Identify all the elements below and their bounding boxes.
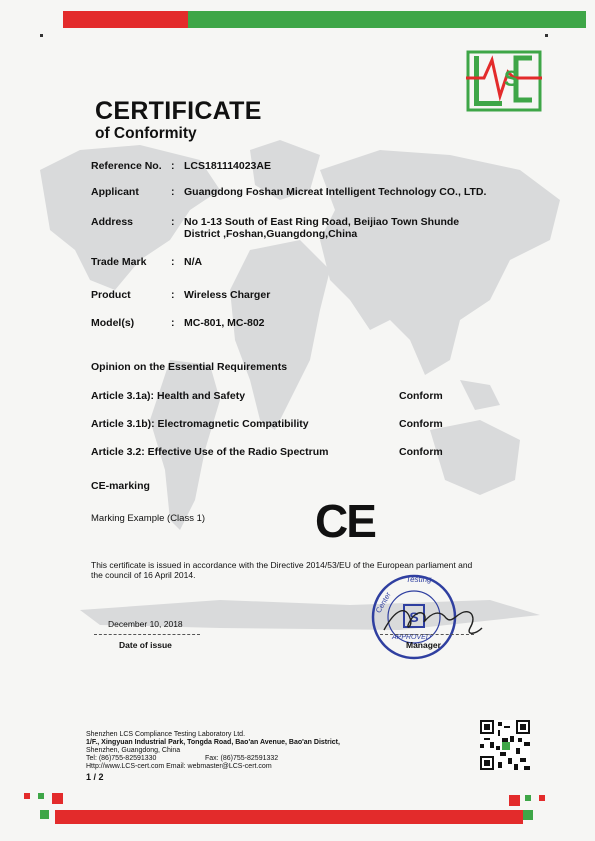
footer-address-1: 1/F., Xingyuan Industrial Park, Tongda Road, Bao'an Avenue, Bao'an District, [86,739,340,746]
date-underline [94,634,200,635]
top-color-bar [0,11,595,28]
svg-text:S: S [409,609,419,625]
article-2: Article 3.1b): Electromagnetic Compatibility [91,418,309,430]
field-colon: : [171,256,175,268]
statement-line-1: This certificate is issued in accordance with the Directive 2014/53/EU of the European parliament and [91,560,473,570]
manager-label: Manager [406,640,441,650]
qr-code [480,720,530,770]
footer-company: Shenzhen LCS Compliance Testing Laboratory Ltd. [86,731,246,738]
ce-marking-heading: CE-marking [91,480,150,492]
statement-line-2: the council of 16 April 2014. [91,570,196,580]
stamp-text-bottom: APPROVED [392,634,431,641]
marking-example-label: Marking Example (Class 1) [91,513,206,524]
field-value-reference: LCS181114023AE [184,160,271,172]
page-number: 1 / 2 [86,772,104,782]
field-label-address: Address [91,216,134,228]
field-label-trademark: Trade Mark [91,256,147,268]
field-colon: : [171,317,175,329]
signature-underline [380,634,474,635]
field-value-applicant: Guangdong Foshan Micreat Intelligent Technology CO., LTD. [184,186,487,198]
footer-tel: Tel: (86)755-82591330 [86,755,157,762]
field-label-applicant: Applicant [91,186,139,198]
footer-web-email: Http://www.LCS-cert.com Email: webmaster@LCS-cert.com [86,763,272,770]
bottom-right-ornament [509,793,554,811]
bottom-left-ornament [24,793,64,811]
certificate-subtitle: of Conformity [95,125,197,142]
field-colon: : [171,289,175,301]
article-1: Article 3.1a): Health and Safety [91,390,246,402]
date-of-issue-label: Date of issue [119,640,172,650]
stamp-text-left: Center [373,590,393,615]
footer-fax: Fax: (86)755-82591332 [205,755,279,762]
field-label-product: Product [91,289,131,301]
article-3-result: Conform [399,446,443,458]
corner-mark [545,34,548,37]
certificate-title: CERTIFICATE [95,97,262,125]
field-colon: : [171,160,175,172]
ce-mark: CE [315,495,375,547]
field-colon: : [171,186,175,198]
field-colon: : [171,216,175,228]
footer-address-2: Shenzhen, Guangdong, China [86,747,181,754]
article-3: Article 3.2: Effective Use of the Radio Spectrum [91,446,329,458]
field-value-product: Wireless Charger [184,289,271,301]
bottom-color-bar [0,810,595,824]
article-2-result: Conform [399,418,443,430]
lcs-logo [466,48,542,112]
article-1-result: Conform [399,390,443,402]
field-value-address: No 1-13 South of East Ring Road, Beijiao Town Shunde [184,216,460,228]
issue-date: December 10, 2018 [108,619,183,629]
field-value-trademark: N/A [184,256,203,268]
field-value-address-line2: District ,Foshan,Guangdong,China [184,228,358,240]
opinion-heading: Opinion on the Essential Requirements [91,361,288,373]
field-value-models: MC-801, MC-802 [184,317,265,329]
svg-text:S: S [504,66,519,91]
field-label-reference: Reference No. [91,160,162,172]
stamp-text-top: Testing [406,575,432,584]
field-label-models: Model(s) [91,317,135,329]
corner-mark [40,34,43,37]
